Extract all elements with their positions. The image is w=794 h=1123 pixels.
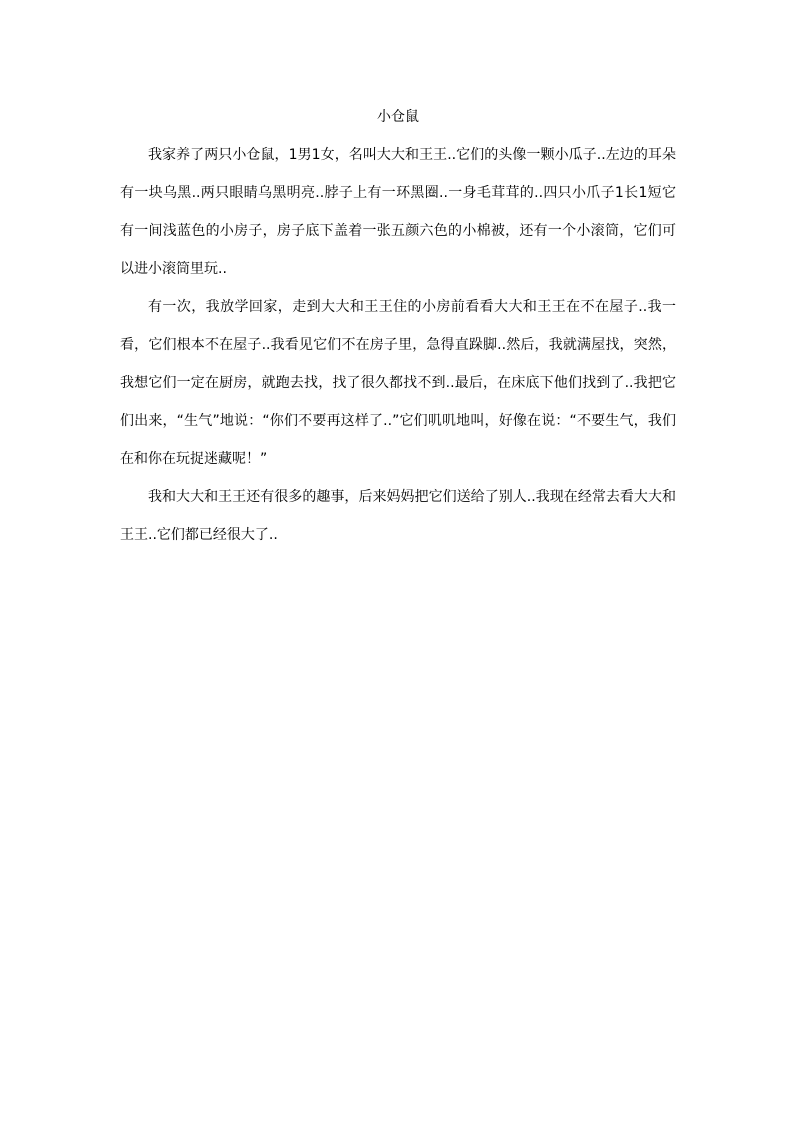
document-title: 小仓鼠	[377, 109, 419, 125]
paragraph-1: 我家养了两只小仓鼠，1男1女，名叫大大和王王..它们的头像一颗小瓜子..左边的耳朵有一块乌黑..两只眼睛乌黑明亮..脖子上有一环黑圈..一身毛茸茸的..四只小爪子1长1短它有一间浅蓝色的小房子，房子底下盖着一张五颜六色的小棉被，还有一个小滚筒，它们可以进小滚筒里玩..	[120, 147, 676, 277]
paragraph-2: 有一次，我放学回家，走到大大和王王住的小房前看看大大和王王在不在屋子..我一看，它们根本不在屋子..我看见它们不在房子里，急得直跺脚..然后，我就满屋找，突然，我想它们一定在厨房，就跑去找，找了很久都找不到..最后，在床底下他们找到了..我把它们出来，“生气”地说：“你们不要再这样了..”它们叽叽地叫，好像在说：“不要生气，我们在和你在玩捉迷藏呢！”	[120, 299, 676, 467]
document-body	[120, 102, 676, 554]
paragraph-3: 我和大大和王王还有很多的趣事，后来妈妈把它们送给了别人..我现在经常去看大大和王王..它们都已经很大了..	[120, 489, 676, 543]
